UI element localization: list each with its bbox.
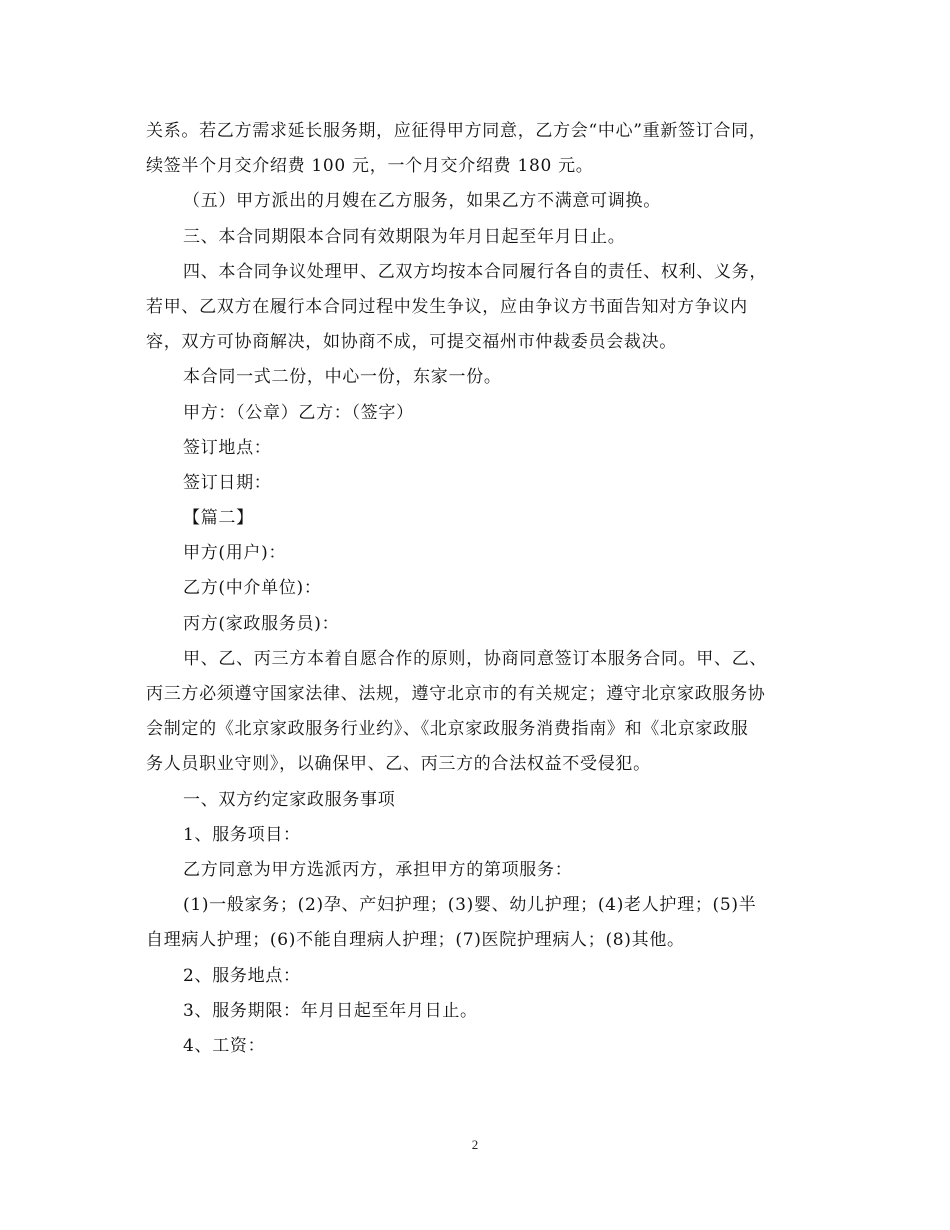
text-line: 丙三方必须遵守国家法律、法规，遵守北京市的有关规定；遵守北京家政服务协: [146, 684, 766, 704]
text-line: 若甲、乙双方在履行本合同过程中发生争议，应由争议方书面告知对方争议内: [146, 296, 748, 317]
text-line: 乙方(中介单位)：: [183, 578, 322, 599]
text-line: 1、服务项目：: [183, 824, 301, 845]
text-line: 丙方(家政服务员)：: [183, 613, 340, 634]
text-line: 自理病人护理；(6)不能自理病人护理；(7)医院护理病人；(8)其他。: [146, 930, 685, 951]
text-line: 3、服务期限：年月日起至年月日止。: [183, 1000, 478, 1021]
section-heading: 【篇二】: [183, 508, 254, 529]
text-line: 乙方同意为甲方选派丙方，承担甲方的第项服务：: [183, 859, 573, 880]
text-line: 四、本合同争议处理甲、乙双方均按本合同履行各自的责任、权利、义务，: [183, 261, 768, 282]
text-line: 甲方：（公章）乙方：（签字）: [183, 402, 414, 423]
text-line: (1)一般家务；(2)孕、产妇护理；(3)婴、幼儿护理；(4)老人护理；(5)半: [183, 895, 757, 916]
text-line: 签订地点：: [183, 437, 272, 458]
text-line: 务人员职业守则》，以确保甲、乙、丙三方的合法权益不受侵犯。: [146, 754, 651, 775]
text-line: 本合同一式二份，中心一份，东家一份。: [183, 367, 502, 388]
text-line: 关系。若乙方需求延长服务期，应征得甲方同意，乙方会“中心”重新签订合同，: [146, 121, 767, 141]
text-line: 一、双方约定家政服务事项: [183, 789, 396, 810]
text-line: （五）甲方派出的月嫂在乙方服务，如果乙方不满意可调换。: [183, 191, 661, 212]
text-line: 会制定的《北京家政服务行业约》、《北京家政服务消费指南》和《北京家政服: [146, 719, 749, 740]
page-number: 2: [471, 1137, 479, 1152]
document-body: [146, 114, 806, 1064]
text-line: 2、服务地点：: [183, 965, 301, 986]
text-line: 三、本合同期限本合同有效期限为年月日起至年月日止。: [183, 226, 626, 247]
text-line: 甲方(用户)：: [183, 543, 287, 564]
text-line: 容，双方可协商解决，如协商不成，可提交福州市仲裁委员会裁决。: [146, 332, 677, 353]
text-line: 续签半个月交介绍费 100 元，一个月交介绍费 180 元。: [146, 156, 594, 177]
text-line: 4、工资：: [183, 1035, 266, 1056]
text-line: 甲、乙、丙三方本着自愿合作的原则，协商同意签订本服务合同。甲、乙、: [183, 648, 768, 669]
text-line: 签订日期：: [183, 472, 272, 493]
